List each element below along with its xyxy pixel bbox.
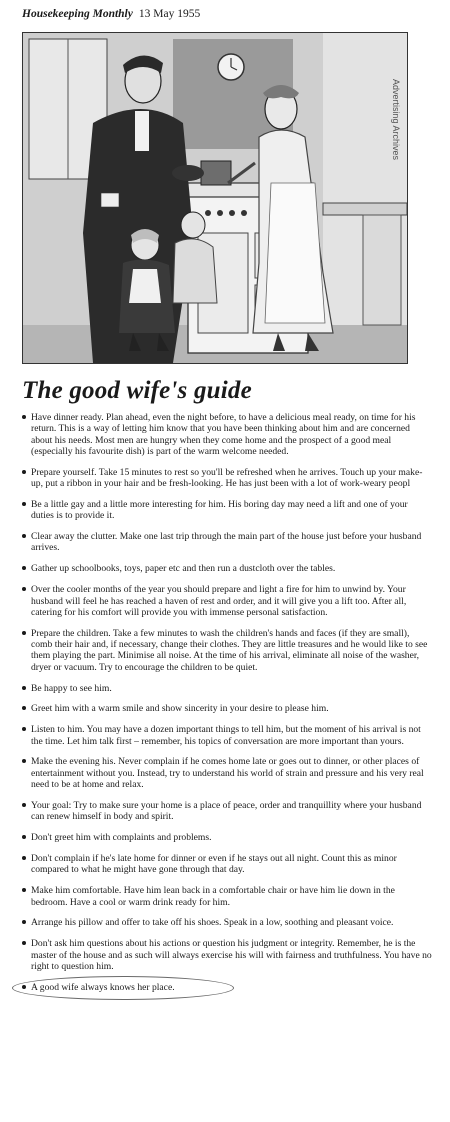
list-item (22, 917, 432, 928)
list-item-text: Clear away the clutter. Make one last trip through the main part of the house just before your husband arrives. (31, 531, 422, 554)
bullet-icon (22, 587, 26, 591)
bullet-icon (22, 888, 26, 892)
list-item-text: Prepare yourself. Take 15 minutes to rest so you'll be refreshed when he arrives. Touch up your make-up, put a ribbon in your hair and be fresh-looking. He has just been with a lot of work-weary peopl (31, 466, 423, 490)
bullet-icon (22, 706, 26, 710)
list-item-text: Don't complain if he's late home for dinner or even if he stays out all night. Count this as minor compared to what he might have gone through that day. (31, 853, 397, 876)
bullet-icon (22, 686, 26, 690)
list-item (22, 756, 432, 790)
bullet-icon (22, 415, 26, 419)
list-item (22, 885, 432, 908)
bullet-icon (22, 566, 26, 570)
list-item-final (22, 982, 432, 993)
list-item-text: Arrange his pillow and offer to take off his shoes. Speak in a low, soothing and pleasant voice. (31, 917, 394, 929)
highlight-circle-icon (12, 976, 234, 1000)
list-item-text: Be a little gay and a little more interesting for him. His boring day may need a lift and one of your duties is to provide it. (31, 498, 408, 522)
bullet-icon (22, 920, 26, 924)
list-item-text: Have dinner ready. Plan ahead, even the night before, to have a delicious meal ready, on time for his return. This is a way of letting him know that you have been thinking about him and are concerned about his needs. Most men are hungry when they come home and the prospect of a good meal (especially his favourite dish) is part of the warm welcome needed. (31, 412, 416, 457)
bullet-icon (22, 803, 26, 807)
list-item-text: Make the evening his. Never complain if he comes home late or goes out to dinner, or other places of entertainment without you. Instead, try to understand his world of strain and pressure and his very real need to be at home and relax. (31, 756, 424, 791)
list-item-text: A good wife always knows her place. (31, 981, 175, 993)
list-item (22, 563, 432, 574)
list-item (22, 853, 432, 876)
list-item-text: Gather up schoolbooks, toys, paper etc and then run a dustcloth over the tables. (31, 563, 336, 575)
list-item (22, 832, 432, 843)
list-item (22, 628, 432, 673)
list-item (22, 531, 432, 554)
guide-list (22, 412, 432, 993)
list-item-text: Be happy to see him. (31, 682, 112, 694)
list-item-text: Don't ask him questions about his actions or question his judgment or integrity. Remember, he is the master of the house and as such will always exercise his will with fairness and truthfulness. You have no right to question him. (31, 938, 432, 972)
list-item-text: Don't greet him with complaints and problems. (31, 832, 212, 844)
kitchen-scene-drawing (23, 33, 407, 363)
list-item (22, 703, 432, 714)
list-item (22, 800, 432, 823)
list-item (22, 412, 432, 457)
bullet-icon (22, 631, 26, 635)
masthead (22, 8, 432, 24)
list-item-text: Your goal: Try to make sure your home is a place of peace, order and tranquillity where your husband can renew himself in body and spirit. (31, 799, 422, 823)
list-item-text: Greet him with a warm smile and show sincerity in your desire to please him. (31, 703, 329, 715)
bullet-icon (22, 470, 26, 474)
bullet-icon (22, 856, 26, 860)
list-item (22, 683, 432, 694)
list-item-text: Listen to him. You may have a dozen important things to tell him, but the moment of his arrival is not the time. Let him talk first – remember, his topics of conversation are more important than yours. (31, 724, 421, 747)
list-item (22, 467, 432, 490)
bullet-icon (22, 502, 26, 506)
bullet-icon (22, 534, 26, 538)
list-item (22, 938, 432, 972)
bullet-icon (22, 835, 26, 839)
list-item (22, 499, 432, 522)
list-item (22, 584, 432, 618)
publication-date: 13 May 1955 (138, 8, 201, 20)
bullet-icon (22, 727, 26, 731)
watermark-credit: Advertising Archives (391, 79, 401, 161)
article-title: The good wife's guide (22, 377, 252, 404)
list-item-text: Make him comfortable. Have him lean back in a comfortable chair or have him lie down in the bedroom. Have a cool or warm drink ready for him. (31, 885, 395, 908)
bullet-icon (22, 985, 26, 989)
list-item-text: Prepare the children. Take a few minutes to wash the children's hands and faces (if they are small), comb their hair and, if necessary, change their clothes. They are little treasures and he would like to see them playing the part. Minimise all noise. At the time of his arrival, eliminate all noise of the washer, dryer or vacuum. Try to encourage the children to be quiet. (31, 627, 428, 673)
list-item-text: Over the cooler months of the year you should prepare and light a fire for him to unwind by. Your husband will feel he has reached a haven of rest and order, and it will give you a lift too. After all, catering for his comfort will provide you with immense personal satisfaction. (31, 584, 407, 618)
bullet-icon (22, 941, 26, 945)
publication-name: Housekeeping Monthly (22, 8, 133, 20)
list-item (22, 724, 432, 747)
bullet-icon (22, 759, 26, 763)
kitchen-illustration (22, 32, 408, 364)
